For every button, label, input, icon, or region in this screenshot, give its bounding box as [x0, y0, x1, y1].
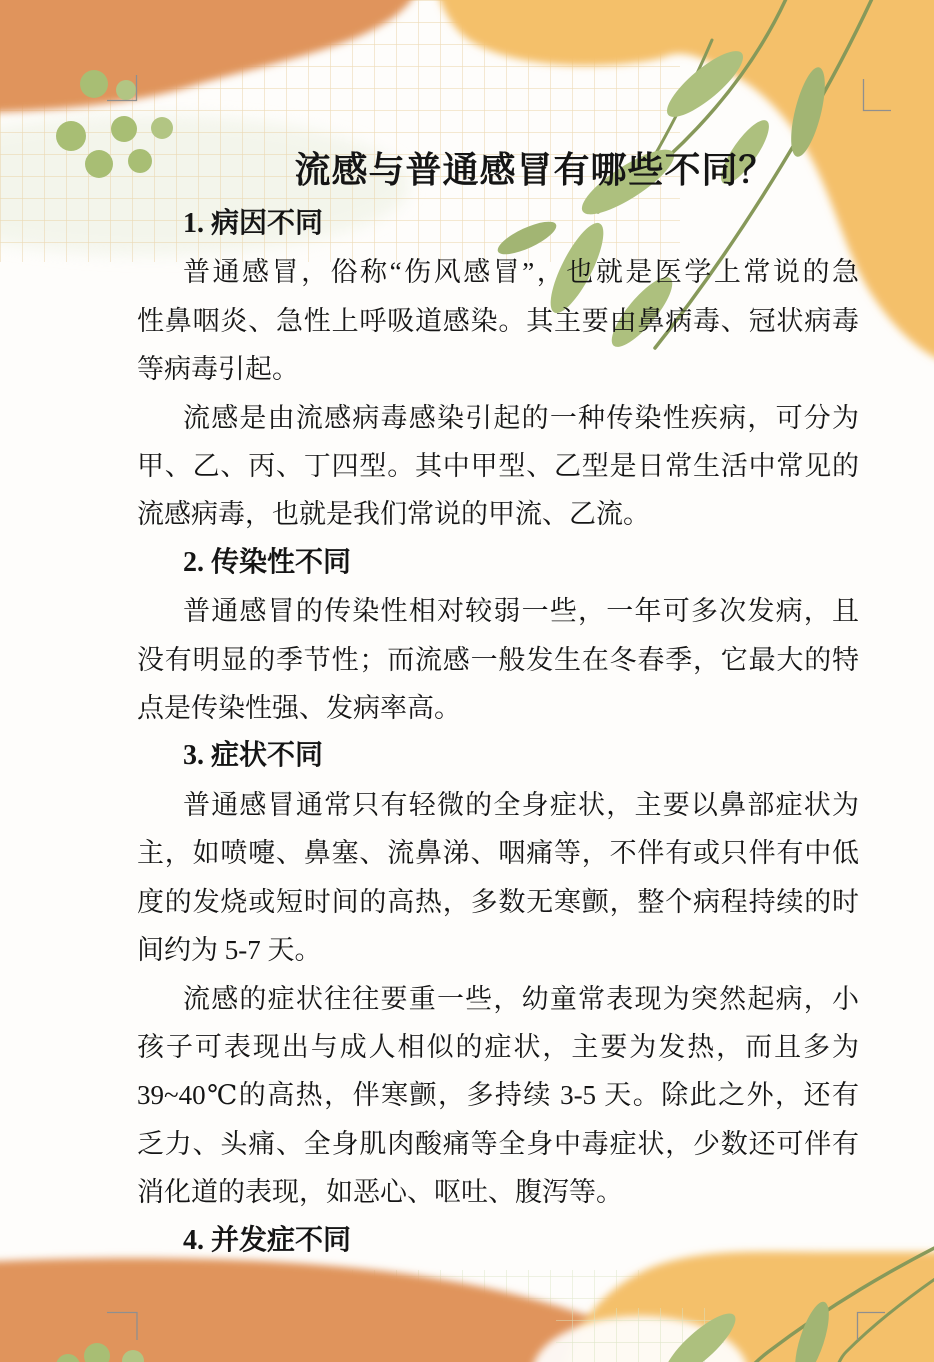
text-line: 主，如喷嚏、鼻塞、流鼻涕、咽痛等，不伴有或只伴有中低: [137, 838, 859, 869]
text-line: 普通感冒通常只有轻微的全身症状，主要以鼻部症状为: [183, 789, 859, 820]
text-line: 普通感冒，俗称“伤风感冒”，也就是医学上常说的急: [183, 257, 859, 288]
paragraph-contagiousness: [137, 587, 859, 732]
section-heading-2: 2. 传染性不同: [183, 546, 352, 578]
text-line: 39~40℃的高热，伴寒颤，多持续 3-5 天。除此之外，还有: [137, 1080, 859, 1111]
text-line: 没有明显的季节性；而流感一般发生在冬春季，它最大的特: [137, 644, 859, 675]
text-line: 性鼻咽炎、急性上呼吸道感染。其主要由鼻病毒、冠状病毒: [137, 305, 859, 336]
text-line: 消化道的表现，如恶心、呕吐、腹泻等。: [137, 1177, 623, 1208]
document-content: [137, 140, 859, 1265]
paragraph-symptoms-flu: [137, 975, 859, 1217]
text-line: 孩子可表现出与成人相似的症状，主要为发热，而且多为: [137, 1031, 859, 1062]
section-heading-4: 4. 并发症不同: [183, 1224, 352, 1256]
section-heading-3: 3. 症状不同: [183, 740, 324, 772]
page-title: 流感与普通感冒有哪些不同？: [294, 150, 776, 190]
text-line: 普通感冒的传染性相对较弱一些，一年可多次发病，且: [183, 596, 859, 627]
text-line: 流感是由流感病毒感染引起的一种传染性疾病，可分为: [183, 402, 859, 433]
text-line: 等病毒引起。: [137, 354, 299, 385]
text-line: 流感病毒，也就是我们常说的甲流、乙流。: [137, 499, 650, 530]
text-line: 间约为 5-7 天。: [137, 935, 322, 966]
section-heading-1: 1. 病因不同: [183, 208, 324, 239]
text-line: 乏力、头痛、全身肌肉酸痛等全身中毒症状，少数还可伴有: [137, 1128, 859, 1159]
text-line: 甲、乙、丙、丁四型。其中甲型、乙型是日常生活中常见的: [137, 451, 859, 482]
paragraph-cause-flu: [137, 394, 859, 539]
text-line: 流感的症状往往要重一些，幼童常表现为突然起病，小: [183, 983, 859, 1014]
paragraph-symptoms-common-cold: [137, 781, 859, 975]
text-line: 度的发烧或短时间的高热，多数无寒颤，整个病程持续的时: [137, 886, 859, 917]
paragraph-cause-common-cold: [137, 248, 859, 393]
text-line: 点是传染性强、发病率高。: [137, 693, 461, 724]
